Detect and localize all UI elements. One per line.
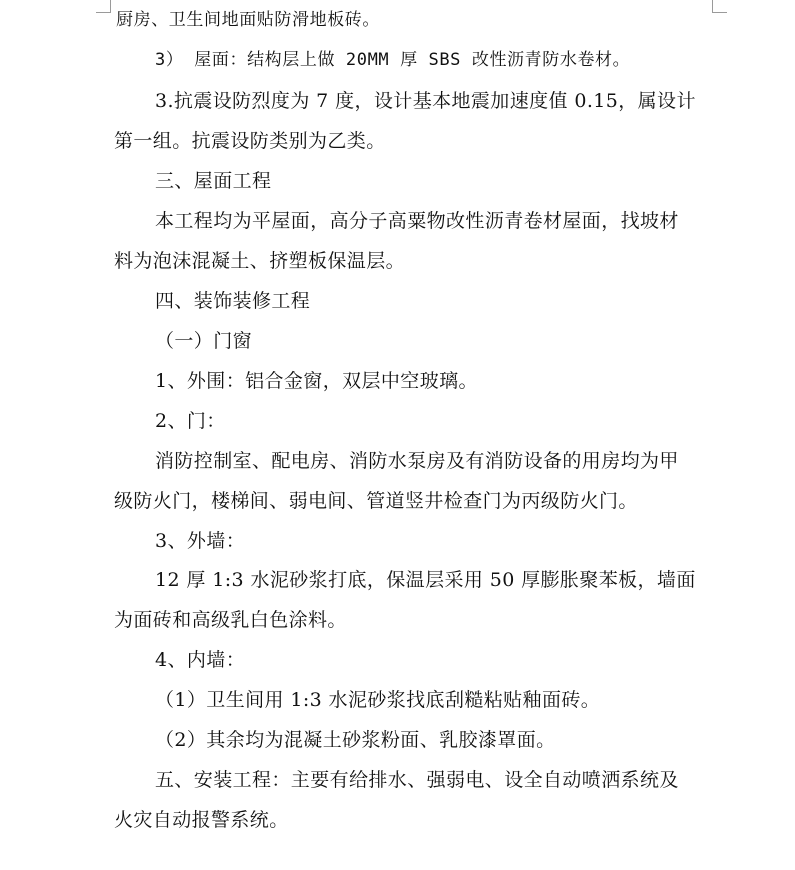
section-heading-decoration: 四、装饰装修工程 [155,290,311,312]
paragraph-line-10: 1、外围：铝合金窗，双层中空玻璃。 [155,370,478,392]
page-corner-mark-left [96,0,111,13]
paragraph-line-3: 3.抗震设防烈度为 7 度，设计基本地震加速度值 0.15，属设计 [155,90,696,112]
page-corner-mark-right [712,0,727,13]
paragraph-line-19: （2）其余均为混凝土砂浆粉面、乳胶漆罩面。 [155,729,556,751]
paragraph-line-7: 料为泡沫混凝土、挤塑板保温层。 [114,250,406,272]
paragraph-line-18: （1）卫生间用 1:3 水泥砂浆找底刮糙粘贴釉面砖。 [155,689,601,711]
item-heading-interior-wall: 4、内墙： [155,649,246,671]
paragraph-line-6: 本工程均为平屋面，高分子高粟物改性沥青卷材屋面，找坡材 [155,210,679,232]
paragraph-line-1: 厨房、卫生间地面贴防滑地板砖。 [116,10,380,30]
paragraph-line-15: 12 厚 1:3 水泥砂浆打底，保温层采用 50 厚膨胀聚苯板，墙面 [155,569,696,591]
paragraph-line-12: 消防控制室、配电房、消防水泵房及有消防设备的用房均为甲 [155,450,679,472]
paragraph-line-2: 3） 屋面：结构层上做 20MM 厚 SBS 改性沥青防水卷材。 [155,50,631,70]
item-heading-exterior-wall: 3、外墙： [155,530,246,552]
paragraph-line-13: 级防火门，楼梯间、弱电间、管道竖井检查门为丙级防火门。 [114,490,638,512]
section-heading-installation: 五、安装工程：主要有给排水、强弱电、设全自动喷洒系统及 [155,769,679,791]
paragraph-line-16: 为面砖和高级乳白色涂料。 [114,609,347,631]
subsection-heading-doors-windows: （一）门窗 [155,330,253,352]
section-heading-roof: 三、屋面工程 [155,170,272,192]
paragraph-line-21: 火灾自动报警系统。 [114,809,289,831]
item-heading-doors: 2、门： [155,410,226,432]
paragraph-line-4: 第一组。抗震设防类别为乙类。 [114,130,386,152]
